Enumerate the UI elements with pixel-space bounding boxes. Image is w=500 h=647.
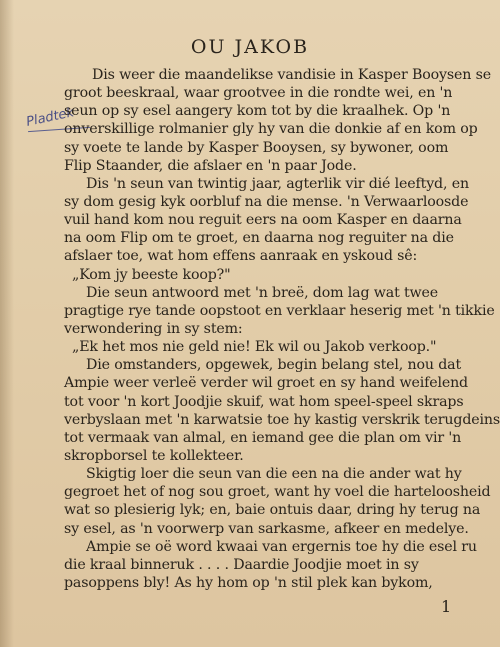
- text-line: Ampie se oë word kwaai van ergernis toe hy die esel ru: [86, 538, 477, 555]
- text-line: die kraal binneruk . . . . Daardie Joodjie moet in sy: [64, 556, 419, 573]
- text-line: „Kom jy beeste koop?": [72, 266, 231, 283]
- body-text: [64, 66, 500, 592]
- text-line: pasoppens bly! As hy hom op 'n stil plek kan bykom,: [64, 574, 433, 591]
- text-line: groot beeskraal, waar grootvee in die rondte wei, en 'n: [64, 85, 453, 102]
- text-line: „Ek het mos nie geld nie! Ek wil ou Jakob verkoop.": [72, 339, 437, 356]
- text-line: na oom Flip om te groet, en daarna nog reguiter na die: [64, 230, 454, 247]
- text-line: Ampie weer verleë verder wil groet en sy hand weifelend: [64, 375, 468, 392]
- binding-shadow: [0, 0, 14, 647]
- text-line: skropborsel te kollekteer.: [64, 447, 244, 464]
- text-line: Flip Staander, die afslaer en 'n paar Jode.: [64, 157, 357, 174]
- text-line: Dis weer die maandelikse vandisie in Kasper Booysen se: [92, 67, 491, 83]
- text-line: Skigtig loer die seun van die een na die ander wat hy: [86, 466, 462, 483]
- text-line: gegroet het of nog sou groet, want hy voel die harteloosheid: [64, 484, 491, 501]
- chapter-title: OU JAKOB: [190, 36, 310, 58]
- text-line: tot voor 'n kort Joodjie skuif, wat hom speel-speel skraps: [64, 393, 464, 410]
- text-line: verwondering in sy stem:: [64, 320, 243, 337]
- text-line: Die omstanders, opgewek, begin belang stel, nou dat: [86, 357, 462, 374]
- text-line: vuil hand kom nou reguit eers na oom Kasper en daarna: [64, 212, 462, 229]
- text-line: tot vermaak van almal, en iemand gee die plan om vir 'n: [64, 429, 462, 446]
- text-line: sy voete te lande by Kasper Booysen, sy bywoner, oom: [64, 139, 449, 156]
- text-line: sy dom gesig kyk oorbluf na die mense. 'n Verwaarloosde: [64, 193, 469, 210]
- text-line: afslaer toe, wat hom effens aanraak en yskoud sê:: [64, 248, 418, 265]
- text-line: wat so plesierig lyk; en, baie ontuis daar, dring hy terug na: [64, 502, 481, 519]
- text-line: Dis 'n seun van twintig jaar, agterlik vir dié leeftyd, en: [86, 175, 469, 192]
- text-line: seun op sy esel aangery kom tot by die kraalhek. Op 'n: [64, 103, 451, 120]
- text-line: sy esel, as 'n voorwerp van sarkasme, afkeer en medelye.: [64, 520, 469, 537]
- text-line: pragtige rye tande oopstoot en verklaar heserig met 'n tikkie: [64, 302, 495, 319]
- text-line: Die seun antwoord met 'n breë, dom lag wat twee: [86, 284, 439, 301]
- text-line: onverskillige rolmanier gly hy van die donkie af en kom op: [64, 121, 478, 138]
- text-line: verbyslaan met 'n karwatsie toe hy kastig verskrik terugdeins: [64, 411, 500, 428]
- handwritten-margin-note: Pladtek: [24, 105, 76, 130]
- page-number: 1: [441, 597, 452, 616]
